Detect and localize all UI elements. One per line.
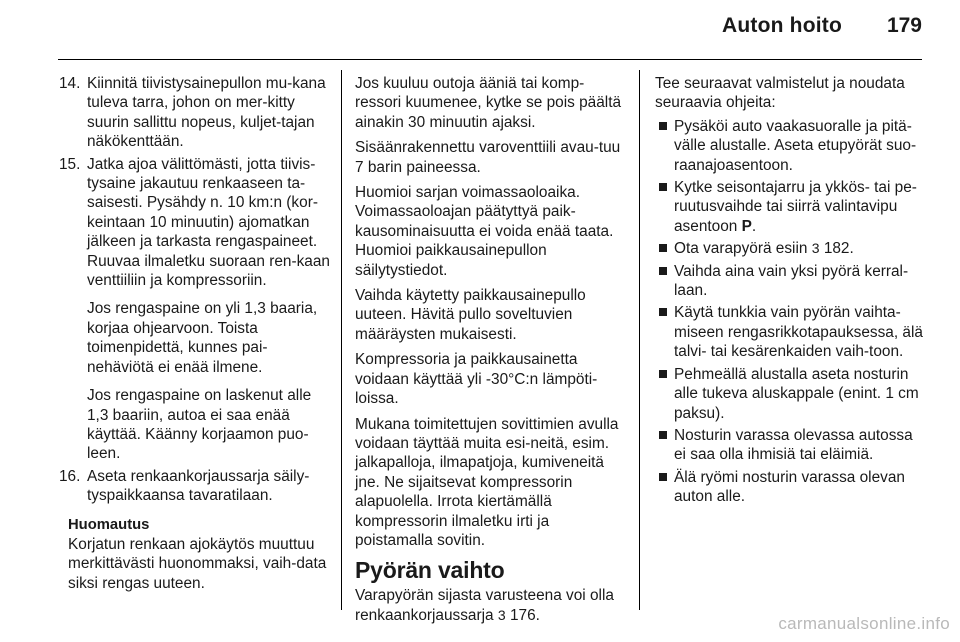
punctuation: . — [751, 217, 757, 235]
list-item-text: Käytä tunkkia vain pyörän vaihta-miseen rengasrikkotapauksessa, älä talvi- tai kesärenkaiden vaih-toon. — [674, 304, 923, 361]
list-item-text: Ota varapyörä esiin — [674, 240, 808, 258]
square-bullet-icon — [659, 122, 667, 130]
square-bullet-icon — [659, 183, 667, 191]
column-1 — [60, 74, 332, 593]
page-reference-link[interactable]: 176. — [509, 606, 540, 624]
list-item — [655, 262, 925, 301]
step-text: Jatka ajoa välittömästi, jotta tiivis-tysaine jakautuu renkaaseen ta-saisesti. Pysähdy n. 10 km:n (kor-keintaan 10 minuutin) ajomatkan jälkeen ja tarkasta rengaspaineet. Ruuvaa ilmaletku suoraan ren-kaan venttiiliin ja kompressoriin. — [87, 155, 330, 290]
paragraph: Jos kuuluu outoja ääniä tai komp-ressori kuumenee, kytke se pois päältä ainakin 30 minuutin ajaksi. — [355, 75, 622, 131]
list-item — [655, 303, 925, 361]
column-divider-2 — [639, 70, 640, 610]
watermark: carmanualsonline.info — [778, 614, 950, 633]
list-item-text: Nosturin varassa olevassa autossa ei saa olla ihmisiä tai eläimiä. — [674, 426, 913, 464]
list-item — [655, 468, 925, 507]
list-item — [655, 426, 925, 465]
column-2 — [355, 74, 627, 629]
list-item-text: Älä ryömi nosturin varassa olevan auton alle. — [674, 468, 905, 506]
column-divider-1 — [341, 70, 342, 610]
square-bullet-icon — [659, 370, 667, 378]
page-header — [0, 0, 960, 60]
step-15 — [60, 155, 332, 464]
list-item — [655, 365, 925, 423]
page-reference-link[interactable]: 182. — [823, 240, 854, 258]
paragraph: Sisäänrakennettu varoventtiili avau-tuu 7 barin paineessa. — [355, 139, 621, 176]
paragraph: Kompressoria ja paikkausainetta voidaan käyttää yli -30°C:n lämpöti-loissa. — [355, 351, 598, 408]
step-text: Aseta renkaankorjaussarja säily-tyspaikkaansa tavaratilaan. — [87, 467, 310, 505]
section-intro — [355, 586, 627, 625]
step-subparagraph: Jos rengaspaine on laskenut alle 1,3 baariin, autoa ei saa enää käyttää. Käänny korjaamon puo-leen. — [87, 387, 312, 463]
page-reference-icon: 3 — [811, 240, 820, 257]
header-title: Auton hoito — [722, 14, 842, 37]
note-text: Korjatun renkaan ajokäytös muuttuu merkittävästi huonommaksi, vaih-data siksi rengas uuteen. — [68, 535, 327, 592]
note-box — [60, 516, 332, 594]
intro-text: Varapyörän sijasta varusteena voi olla renkaankorjaussarja — [355, 587, 614, 624]
list-item-text: Pehmeällä alustalla aseta nosturin alle tukeva aluskappale (enint. 1 cm paksu). — [674, 365, 919, 422]
step-subparagraph: Jos rengaspaine on yli 1,3 baaria, korjaa ohjearvoon. Toista toimenpidettä, kunnes pai-nehäviötä ei enää ilmene. — [87, 300, 318, 376]
gear-position-label: P — [741, 217, 752, 235]
square-bullet-icon — [659, 473, 667, 481]
step-14 — [60, 74, 332, 152]
column-3 — [655, 74, 925, 510]
list-item-text: Pysäköi auto vaakasuoralle ja pitä-välle alustalle. Aseta etupyörät suo-raanajoasentoon. — [674, 117, 917, 174]
list-intro: Tee seuraavat valmistelut ja noudata seuraavia ohjeita: — [655, 75, 905, 112]
note-title: Huomautus — [68, 516, 150, 533]
header-rule — [58, 59, 922, 60]
square-bullet-icon — [659, 267, 667, 275]
square-bullet-icon — [659, 431, 667, 439]
square-bullet-icon — [659, 244, 667, 252]
list-item — [655, 178, 925, 236]
step-number: 14. — [59, 75, 81, 92]
paragraph: Mukana toimitettujen sovittimien avulla voidaan täyttää muita esi-neitä, esim. jalkapalloja, ilmapatjoja, kumiveneitä jne. Ne sijaitsevat kompressorin alapuolella. Irrota kiertämällä kompressorin ilmaletku irti ja poistamalla sovitin. — [355, 415, 619, 549]
list-item — [655, 117, 925, 175]
step-number: 15. — [59, 155, 81, 173]
list-item — [655, 239, 925, 258]
section-heading: Pyörän vaihto — [355, 557, 505, 584]
list-item-text: Vaihda aina vain yksi pyörä kerral-laan. — [674, 262, 909, 300]
step-number: 16. — [59, 467, 81, 485]
paragraph: Vaihda käytetty paikkausainepullo uuteen. Hävitä pullo soveltuvien määräysten mukaisesti. — [355, 287, 586, 343]
page-number: 179 — [886, 14, 922, 37]
step-text: Kiinnitä tiivistysainepullon mu-kana tuleva tarra, johon on mer-kitty suurin sallittu nopeus, kuljet-tajan näkökenttään. — [87, 75, 326, 151]
page-reference-icon: 3 — [497, 606, 506, 623]
list-item-text: Kytke seisontajarru ja ykkös- tai pe-ruutusvaihde tai siirrä valintavipu asentoon — [674, 179, 917, 235]
square-bullet-icon — [659, 308, 667, 316]
step-16 — [60, 467, 332, 506]
paragraph: Huomioi sarjan voimassaoloaika. Voimassaoloajan päätyttyä paik-kausominaisuutta ei voida enää taata. Huomioi paikkausainepullon säilytystiedot. — [355, 184, 614, 279]
